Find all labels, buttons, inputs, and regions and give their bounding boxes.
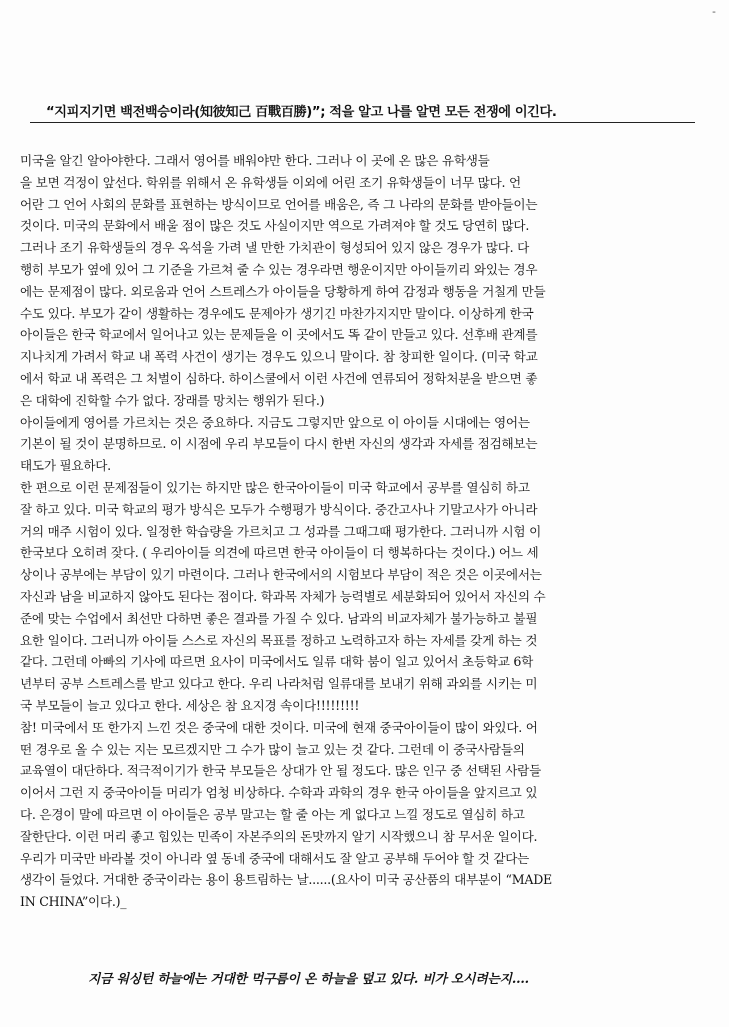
body-line: 자신과 남을 비교하지 않아도 된다는 점이다. 학과목 자체가 능력별로 세분화되어 있어서 자신의 수 <box>20 588 546 604</box>
body-line: 어란 그 언어 사회의 문화를 표현하는 방식이므로 언어를 배움은, 즉 그 나라의 문화를 받아들이는 <box>20 196 538 212</box>
body-line: 에서 학교 내 폭력은 그 처벌이 심하다. 하이스쿨에서 이런 사건에 연류되어 정학처분을 받으면 좋 <box>20 370 538 386</box>
corner-mark: - <box>712 5 716 18</box>
body-line: 을 보면 걱정이 앞선다. 학위를 위해서 온 유학생들 이외에 어린 조기 유학생들이 너무 많다. 언 <box>20 174 521 190</box>
body-line: 우리가 미국만 바라볼 것이 아니라 옆 동네 중국에 대해서도 잘 알고 공부해 두어야 할 것 같다는 <box>20 850 530 866</box>
body-line: 한국보다 오히려 잦다. ( 우리아이들 의견에 따르면 한국 아이들이 더 행복하다는 것이다.) 어느 세 <box>20 545 539 561</box>
body-line: 아이들은 한국 학교에서 일어나고 있는 문제들을 이 곳에서도 똑 같이 만들고 있다. 선후배 관계를 <box>20 327 538 343</box>
body-line: 것이다. 미국의 문화에서 배울 점이 많은 것도 사실이지만 역으로 가려져야 할 것도 당연히 많다. <box>20 218 530 234</box>
body-line: 행히 부모가 옆에 있어 그 기준을 가르쳐 줄 수 있는 경우라면 행운이지만 아이들끼리 와있는 경우 <box>20 261 538 277</box>
body-line: 수도 있다. 부모가 같이 생활하는 경우에도 문제아가 생기긴 마찬가지지만 말이다. 이상하게 한국 <box>20 305 534 321</box>
closing-sentence: 지금 워싱턴 하늘에는 거대한 먹구름이 온 하늘을 덮고 있다. 비가 오시려는지.... <box>88 972 529 987</box>
body-line: 요한 일이다. 그러니까 아이들 스스로 자신의 목표를 정하고 노력하고자 하는 자세를 갖게 하는 것 <box>20 632 538 648</box>
body-line: 이어서 그런 지 중국아이들 머리가 엄청 비상하다. 수학과 과학의 경우 한국 아이들을 앞지르고 있 <box>20 785 538 801</box>
body-line: 떤 경우로 올 수 있는 지는 모르겠지만 그 수가 많이 늘고 있는 것 같다. 그런데 이 중국사람들의 <box>20 741 525 757</box>
body-text <box>20 150 710 913</box>
body-line: 잘한단다. 이런 머리 좋고 힘있는 민족이 자본주의의 돈맛까지 알기 시작했으니 참 무서운 일이다. <box>20 828 538 844</box>
body-line: 기본이 될 것이 분명하므로. 이 시점에 우리 부모들이 다시 한번 자신의 생각과 자세를 점검해보는 <box>20 436 538 452</box>
heading-underline <box>30 122 695 123</box>
body-line: 은 대학에 진학할 수가 없다. 장래를 망치는 행위가 된다.) <box>20 392 325 408</box>
body-line: 미국을 알긴 알아야한다. 그래서 영어를 배워야만 한다. 그러나 이 곳에 온 많은 유학생들 <box>20 153 490 168</box>
body-line: 아이들에게 영어를 가르치는 것은 중요하다. 지금도 그렇지만 앞으로 이 아이들 시대에는 영어는 <box>20 414 530 430</box>
body-line: 교육열이 대단하다. 적극적이기가 한국 부모들은 상대가 안 될 정도다. 많은 인구 중 선택된 사람들 <box>20 763 542 779</box>
body-line: 거의 매주 시험이 있다. 일정한 학습량을 가르치고 그 성과를 그때그때 평가한다. 그러니까 시험 이 <box>20 523 542 539</box>
page-heading: “지피지기면 백전백승이라(知彼知己 百戰百勝)”; 적을 알고 나를 알면 모든 전쟁에 이긴다. <box>46 105 557 120</box>
body-line: 참! 미국에서 또 한가지 느낀 것은 중국에 대한 것이다. 미국에 현재 중국아이들이 많이 와있다. 어 <box>20 719 538 735</box>
body-line: 상이나 공부에는 부담이 있기 마련이다. 그러나 한국에서의 시험보다 부담이 적은 것은 이곳에서는 <box>20 567 542 583</box>
body-line: 년부터 공부 스트레스를 받고 있다고 한다. 우리 나라처럼 일류대를 보내기 위해 과외를 시키는 미 <box>20 676 538 692</box>
body-line: 지나치게 가려서 학교 내 폭력 사건이 생기는 경우도 있으니 말이다. 참 창피한 일이다. (미국 학교 <box>20 349 538 365</box>
body-line: 에는 문제점이 많다. 외로움과 언어 스트레스가 아이들을 당황하게 하여 감정과 행동을 거칠게 만들 <box>20 283 546 299</box>
body-line: 같다. 그런데 아빠의 기사에 따르면 요사이 미국에서도 일류 대학 붐이 일고 있어서 초등학교 6학 <box>20 654 534 670</box>
body-line: 그러나 조기 유학생들의 경우 옥석을 가려 낼 만한 가치관이 형성되어 있지 않은 경우가 많다. 다 <box>20 240 530 256</box>
body-line: IN CHINA”이다.)_ <box>20 894 127 910</box>
body-line: 생각이 들었다. 거대한 중국이라는 용이 용트림하는 날......(요사이 미국 공산품의 대부분이 “MADE <box>20 872 552 888</box>
body-line: 준에 맞는 수업에서 최선만 다하면 좋은 결과를 가질 수 있다. 남과의 비교자체가 불가능하고 불필 <box>20 610 538 626</box>
body-line: 잘 하고 있다. 미국 학교의 평가 방식은 모두가 수행평가 방식이다. 중간고사나 기말고사가 아니라 <box>20 501 538 517</box>
body-line: 국 부모들이 늘고 있다고 한다. 세상은 참 요지경 속이다!!!!!!!!! <box>20 697 360 713</box>
body-line: 한 편으로 이런 문제점들이 있기는 하지만 많은 한국아이들이 미국 학교에서 공부를 열심히 하고 <box>20 479 530 495</box>
body-line: 다. 은경이 말에 따르면 이 아이들은 공부 말고는 할 줄 아는 게 없다고 느낄 정도로 열심히 하고 <box>20 806 525 822</box>
body-line: 태도가 필요하다. <box>20 458 111 474</box>
